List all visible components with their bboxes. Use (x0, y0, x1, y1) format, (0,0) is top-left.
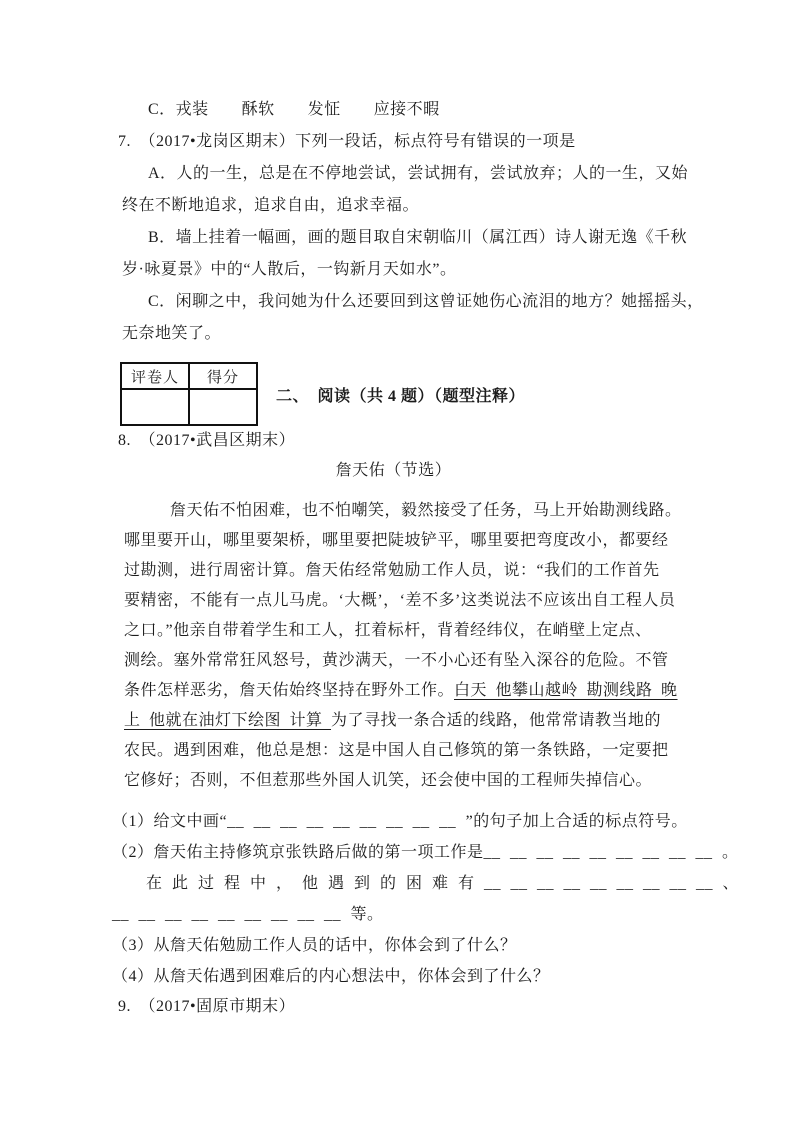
text-segment: 条件怎样恶劣，詹天佑始终坚持在野外工作。 (124, 682, 455, 699)
text-segment: 岁·咏夏景》中的“人散后，一钩新月天如水”。 (122, 261, 457, 278)
text-line (112, 158, 689, 190)
text-segment: （4）从詹天佑遇到困难后的内心想法中，你体会到了什么？ (112, 968, 550, 985)
section-2-heading: 二、 阅读（共 4 题）（题型注释） (276, 387, 526, 405)
score-table-cell-score (189, 389, 257, 425)
text-segment: __ __ __ __ __ __ __ __ __ 等。 (112, 906, 384, 923)
text-segment: 在 此 过 程 中 ， 他 遇 到 的 困 难 有 __ __ __ __ __ __ __ __ __ 、 (146, 875, 740, 892)
underlined-text-segment: 上 他就在油灯下绘图 计算 (124, 712, 332, 729)
text-segment: A．人的一生，总是在不停地尝试，尝试拥有，尝试放弃；人的一生，又始 (148, 165, 689, 182)
underlined-text-segment: 白天 他攀山越岭 勘测线路 晚 (454, 682, 678, 699)
text-line (112, 676, 678, 706)
score-table-header-grader: 评卷人 (121, 363, 189, 389)
q6-option-c: C．戎装 酥软 发怔 应接不暇 (148, 101, 440, 118)
text-line (112, 286, 704, 318)
sub-question-2-continued (112, 899, 675, 930)
passage-title: 詹天佑（节选） (335, 462, 452, 479)
text-line (112, 766, 675, 796)
sub-question-4 (112, 961, 675, 992)
score-table-cell-grader (121, 389, 189, 425)
text-line (112, 318, 675, 350)
text-line (112, 526, 675, 556)
text-segment: 过勘测，进行周密计算。詹天佑经常勉励工作人员，说：“我们的工作首先 (124, 562, 660, 579)
score-table-header-score: 得分 (189, 363, 257, 389)
text-segment: 终在不断地追求，追求自由，追求幸福。 (122, 197, 420, 214)
text-segment: 农民。遇到困难，他总是想：这是中国人自己修筑的第一条铁路，一定要把 (124, 742, 669, 759)
text-segment: 要精密，不能有一点儿马虎。‘大概’，‘差不多’这类说法不应该出自工程人员 (124, 592, 676, 609)
text-segment: 测绘。塞外常常狂风怒号，黄沙满天，一不小心还有坠入深谷的危险。不管 (124, 652, 669, 669)
sub-question-1 (112, 806, 688, 837)
text-segment: 无奈地笑了。 (122, 325, 222, 342)
text-line (112, 706, 675, 736)
score-table-section (112, 362, 675, 426)
score-table-value-row (121, 389, 257, 425)
text-line (112, 190, 675, 222)
page-content (112, 94, 740, 1022)
score-table-header-row (121, 363, 257, 389)
text-segment: 为了寻找一条合适的线路，他常常请教当地的 (331, 712, 662, 729)
text-segment: （1）给文中画“__ __ __ __ __ __ __ __ __ ”的句子加上合适的标点符号。 (112, 813, 688, 830)
sub-question-3 (112, 930, 675, 961)
text-line (112, 496, 682, 526)
text-line (112, 586, 675, 616)
sub-question-2-continued (112, 868, 740, 899)
q8-subquestions (112, 806, 740, 992)
text-line (112, 254, 675, 286)
text-line (112, 616, 675, 646)
passage (112, 496, 682, 796)
text-segment: 哪里要开山，哪里要架桥，哪里要把陡坡铲平，哪里要把弯度改小，都要经 (124, 532, 669, 549)
text-segment: 之口。”他亲自带着学生和工人，扛着标杆，背着经纬仪，在峭壁上定点、 (124, 622, 652, 639)
text-segment: B．墙上挂着一幅画，画的题目取自宋朝临川（属江西）诗人谢无逸《千秋 (148, 229, 688, 246)
q7-options (112, 158, 704, 350)
text-line (112, 222, 688, 254)
q8-head: 8. （2017•武昌区期末） (118, 432, 296, 449)
text-segment: 它修好；否则，不但惹那些外国人讥笑，还会使中国的工程师失掉信心。 (124, 772, 653, 789)
score-table (120, 362, 258, 426)
text-segment: 詹天佑不怕困难，也不怕嘲笑，毅然接受了任务，马上开始勘测线路。 (170, 502, 682, 519)
text-line (112, 646, 675, 676)
q7-stem: 7. （2017•龙岗区期末）下列一段话，标点符号有错误的一项是 (118, 133, 576, 150)
sub-question-2 (112, 837, 739, 868)
text-segment: （3）从詹天佑勉励工作人员的话中，你体会到了什么？ (112, 937, 517, 954)
text-segment: （2）詹天佑主持修筑京张铁路后做的第一项工作是__ __ __ __ __ __ __ __ __ 。 (112, 844, 739, 861)
text-line (112, 556, 675, 586)
q9-head: 9. （2017•固原市期末） (118, 998, 296, 1015)
text-line (112, 736, 675, 766)
text-segment: C．闲聊之中，我问她为什么还要回到这曾证她伤心流泪的地方？她摇摇头， (148, 293, 704, 310)
